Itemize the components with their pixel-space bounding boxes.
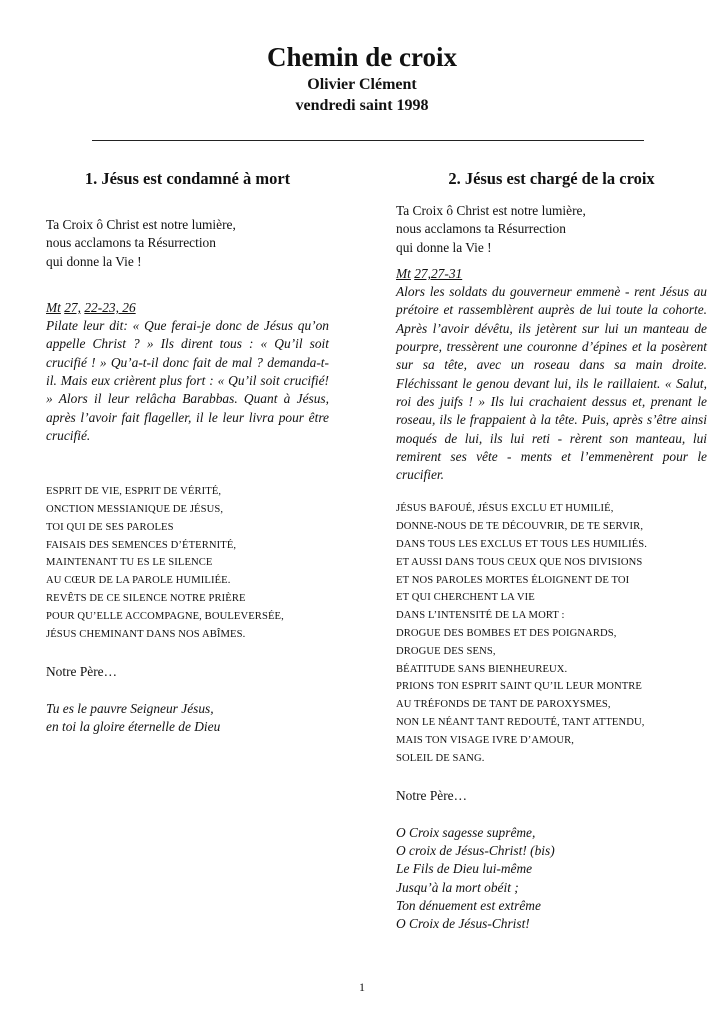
hymn-line: Jusqu’à la mort obéit ; — [396, 879, 519, 895]
station-1-scripture-ref — [46, 299, 329, 317]
prayer-line: AU CŒUR DE LA PAROLE HUMILIÉE. — [46, 575, 231, 587]
document-date: vendredi saint 1998 — [295, 97, 429, 114]
prayer-line: DONNE-NOUS DE TE DÉCOUVRIR, DE TE SERVIR, — [396, 521, 644, 533]
prayer-line: ET NOS PAROLES MORTES ÉLOIGNENT DE TOI — [396, 574, 630, 586]
prayer-line: DANS TOUS LES EXCLUS ET TOUS LES HUMILIÉS. — [396, 539, 648, 551]
acclamation-line: qui donne la Vie ! — [46, 253, 142, 269]
station-2-gospel: Alors les soldats du gouverneur emmenè - rent Jésus au prétoire et rassemblèrent auprès de lui toute la cohorte. Après l’avoir dévêtu, ils jetèrent sur lui un manteau de pourpre, tressèrent une couronne d’épines et la posèrent sur sa tête, avec un roseau dans sa main droite. Fléchissant le genou devant lui, ils le raillaient. « Salut, roi des juifs ! » Ils lui crachaient dessus et, prenant le roseau, ils le frappaient à la tête. Puis, après s’être ainsi moqués de lui, ils lui reti - rèrent son manteau, lui remirent ses vête - ments et l’emmenèrent pour le crucifier. — [396, 284, 707, 483]
hymn-line: Tu es le pauvre Seigneur Jésus, — [46, 700, 214, 716]
acclamation-line: qui donne la Vie ! — [396, 239, 492, 255]
station-1-hymn — [46, 700, 329, 737]
hymn-line: O Croix de Jésus-Christ! — [396, 916, 530, 932]
header-divider — [92, 140, 644, 141]
prayer-line: SOLEIL DE SANG. — [396, 752, 485, 764]
document-header — [0, 40, 724, 116]
acclamation-line: Ta Croix ô Christ est notre lumière, — [396, 203, 586, 218]
document-author: Olivier Clément — [307, 76, 417, 93]
prayer-line: REVÊTS DE CE SILENCE NOTRE PRIÈRE — [46, 593, 246, 605]
prayer-line: ESPRIT DE VIE, ESPRIT DE VÉRITÉ, — [46, 486, 222, 498]
ref-chapter: 27, — [64, 299, 81, 315]
prayer-line: ONCTION MESSIANIQUE DE JÉSUS, — [46, 504, 224, 516]
station-1-title: 1. Jésus est condamné à mort — [84, 169, 291, 188]
prayer-line: TOI QUI DE SES PAROLES — [46, 521, 174, 533]
prayer-line: DANS L’INTENSITÉ DE LA MORT : — [396, 610, 565, 622]
station-1-prayer — [46, 483, 329, 643]
hymn-line: en toi la gloire éternelle de Dieu — [46, 719, 221, 735]
station-1-column — [46, 168, 329, 736]
station-2-title: 2. Jésus est chargé de la croix — [448, 169, 655, 188]
prayer-line: PRIONS TON ESPRIT SAINT QU’IL LEUR MONTRE — [396, 681, 643, 693]
station-2-scripture-ref — [396, 265, 707, 283]
station-2-notre-pere: Notre Père… — [396, 788, 468, 804]
prayer-line: ET AUSSI DANS TOUS CEUX QUE NOS DIVISIONS — [396, 556, 643, 568]
hymn-line: O Croix sagesse suprême, — [396, 824, 536, 840]
prayer-line: MAIS TON VISAGE IVRE D’AMOUR, — [396, 734, 575, 746]
station-2-prayer — [396, 500, 707, 767]
station-1-acclamation — [46, 216, 329, 271]
ref-verses: 27,27-31 — [414, 265, 463, 281]
prayer-line: JÉSUS CHEMINANT DANS NOS ABÎMES. — [46, 628, 246, 640]
acclamation-line: nous acclamons ta Résurrection — [396, 221, 566, 237]
prayer-line: AU TRÉFONDS DE TANT DE PAROXYSMES, — [396, 699, 611, 711]
prayer-line: JÉSUS BAFOUÉ, JÉSUS EXCLU ET HUMILIÉ, — [396, 503, 614, 515]
prayer-line: DROGUE DES SENS, — [396, 645, 496, 657]
ref-verses: 22-23, 26 — [84, 299, 136, 315]
ref-book: Mt — [396, 265, 411, 281]
hymn-line: Le Fils de Dieu lui-même — [396, 861, 533, 877]
ref-book: Mt — [46, 299, 61, 315]
prayer-line: MAINTENANT TU ES LE SILENCE — [46, 557, 213, 569]
acclamation-line: Ta Croix ô Christ est notre lumière, — [46, 217, 236, 232]
station-2-acclamation — [396, 202, 707, 257]
page-number: 1 — [359, 980, 365, 994]
hymn-line: Ton dénuement est extrême — [396, 897, 541, 913]
prayer-line: POUR QU’ELLE ACCOMPAGNE, BOULEVERSÉE, — [46, 610, 284, 622]
prayer-line: DROGUE DES BOMBES ET DES POIGNARDS, — [396, 628, 617, 640]
station-2-hymn — [396, 824, 707, 934]
prayer-line: FAISAIS DES SEMENCES D’ÉTERNITÉ, — [46, 539, 237, 551]
prayer-line: BÉATITUDE SANS BIENHEUREUX. — [396, 663, 568, 675]
acclamation-line: nous acclamons ta Résurrection — [46, 235, 216, 251]
prayer-line: NON LE NÉANT TANT REDOUTÉ, TANT ATTENDU, — [396, 717, 645, 729]
prayer-line: ET QUI CHERCHENT LA VIE — [396, 592, 535, 604]
document-title: Chemin de croix — [267, 42, 457, 72]
station-2-column — [396, 168, 707, 933]
hymn-line: O croix de Jésus-Christ! (bis) — [396, 843, 555, 858]
station-1-notre-pere: Notre Père… — [46, 664, 118, 680]
station-1-gospel: Pilate leur dit: « Que ferai-je donc de Jésus qu’on appelle Christ ? » Ils dirent tous : « Qu’il soit crucifié ! » Qu’a-t-il donc fait de mal ? demanda-t-il. Mais eux crièrent plus fort : « Qu’il soit crucifié! » Alors il leur relâcha Barabbas. Quant à Jésus, après l’avoir fait flageller, il le leur livra pour être crucifié. — [46, 318, 329, 443]
